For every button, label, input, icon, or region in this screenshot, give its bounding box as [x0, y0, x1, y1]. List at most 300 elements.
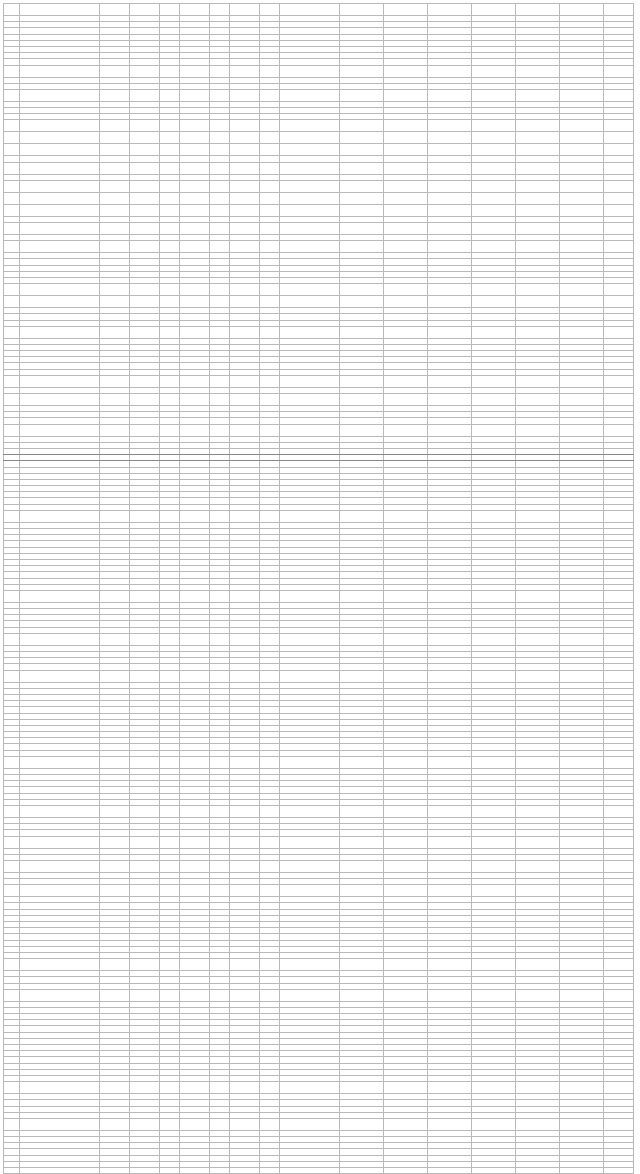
table-cell: [340, 959, 384, 971]
table-cell: [260, 670, 280, 682]
table-cell: [604, 1118, 634, 1130]
table-cell: [210, 959, 230, 971]
table-cell: [130, 4, 160, 16]
table-cell: [230, 633, 260, 645]
table-cell: [20, 885, 100, 897]
table-row: [4, 65, 634, 77]
table-cell: [516, 223, 560, 235]
table-cell: [280, 204, 340, 216]
table-cell: [20, 65, 100, 77]
table-row: [4, 1082, 634, 1094]
table-cell: [100, 633, 130, 645]
table-cell: [210, 65, 230, 77]
table-cell: [180, 885, 210, 897]
table-cell: [516, 633, 560, 645]
table-cell: [260, 885, 280, 897]
table-cell: [340, 326, 384, 338]
table-cell: [340, 284, 384, 296]
table-cell: [230, 885, 260, 897]
table-cell: [472, 204, 516, 216]
table-cell: [210, 424, 230, 436]
table-cell: [340, 989, 384, 1001]
table-cell: [280, 1168, 340, 1174]
table-cell: [160, 120, 180, 132]
table-cell: [4, 223, 20, 235]
table-cell: [280, 394, 340, 406]
table-cell: [428, 144, 472, 156]
table-cell: [180, 860, 210, 872]
table-cell: [428, 132, 472, 144]
table-cell: [20, 756, 100, 768]
table-cell: [340, 89, 384, 101]
table-cell: [516, 296, 560, 308]
table-row: [4, 1118, 634, 1130]
table-cell: [180, 65, 210, 77]
table-cell: [100, 241, 130, 253]
table-cell: [560, 756, 604, 768]
table-cell: [180, 510, 210, 522]
table-cell: [20, 375, 100, 387]
table-cell: [260, 836, 280, 848]
table-cell: [384, 885, 428, 897]
table-cell: [160, 805, 180, 817]
table-cell: [560, 860, 604, 872]
table-cell: [560, 89, 604, 101]
table-cell: [428, 284, 472, 296]
table-cell: [560, 375, 604, 387]
table-cell: [516, 1118, 560, 1130]
table-cell: [384, 1118, 428, 1130]
table-cell: [428, 180, 472, 192]
table-row: [4, 510, 634, 522]
table-cell: [280, 162, 340, 174]
table-cell: [472, 132, 516, 144]
table-cell: [516, 180, 560, 192]
table-cell: [472, 590, 516, 602]
table-cell: [160, 510, 180, 522]
table-cell: [604, 144, 634, 156]
table-cell: [130, 805, 160, 817]
table-cell: [472, 296, 516, 308]
table-cell: [604, 590, 634, 602]
table-cell: [340, 223, 384, 235]
table-row: [4, 885, 634, 897]
table-row: [4, 89, 634, 101]
table-cell: [280, 241, 340, 253]
table-row: [4, 633, 634, 645]
table-cell: [472, 144, 516, 156]
table-cell: [384, 65, 428, 77]
table-cell: [230, 424, 260, 436]
table-cell: [260, 959, 280, 971]
table-cell: [4, 836, 20, 848]
table-row: [4, 394, 634, 406]
table-cell: [260, 633, 280, 645]
table-cell: [100, 4, 130, 16]
table-cell: [280, 885, 340, 897]
table-cell: [384, 959, 428, 971]
table-row: [4, 162, 634, 174]
table-cell: [516, 284, 560, 296]
table-cell: [384, 4, 428, 16]
table-cell: [20, 670, 100, 682]
table-cell: [516, 65, 560, 77]
table-cell: [516, 204, 560, 216]
table-cell: [230, 1118, 260, 1130]
table-cell: [20, 633, 100, 645]
table-cell: [160, 223, 180, 235]
table-row: [4, 860, 634, 872]
table-cell: [280, 326, 340, 338]
table-cell: [260, 326, 280, 338]
table-cell: [4, 296, 20, 308]
table-cell: [384, 424, 428, 436]
table-cell: [516, 144, 560, 156]
table-row: [4, 284, 634, 296]
table-cell: [160, 989, 180, 1001]
table-cell: [384, 326, 428, 338]
table-cell: [472, 424, 516, 436]
table-cell: [4, 89, 20, 101]
table-cell: [472, 989, 516, 1001]
table-cell: [230, 144, 260, 156]
table-cell: [4, 284, 20, 296]
table-cell: [100, 132, 130, 144]
table-cell: [230, 756, 260, 768]
table-cell: [230, 65, 260, 77]
table-cell: [428, 192, 472, 204]
table-cell: [4, 204, 20, 216]
table-cell: [230, 132, 260, 144]
table-cell: [20, 394, 100, 406]
table-cell: [340, 510, 384, 522]
table-cell: [516, 1082, 560, 1094]
table-cell: [560, 424, 604, 436]
table-cell: [4, 756, 20, 768]
table-cell: [472, 1118, 516, 1130]
table-cell: [428, 756, 472, 768]
table-cell: [100, 670, 130, 682]
table-row: [4, 296, 634, 308]
table-cell: [210, 805, 230, 817]
table-cell: [230, 296, 260, 308]
table-cell: [130, 836, 160, 848]
table-cell: [280, 1118, 340, 1130]
table-cell: [428, 959, 472, 971]
table-cell: [604, 836, 634, 848]
table-cell: [210, 670, 230, 682]
table-cell: [160, 756, 180, 768]
table-cell: [428, 4, 472, 16]
table-cell: [20, 296, 100, 308]
table-cell: [560, 162, 604, 174]
table-cell: [100, 223, 130, 235]
table-cell: [516, 375, 560, 387]
table-cell: [130, 424, 160, 436]
table-cell: [384, 284, 428, 296]
table-cell: [472, 959, 516, 971]
table-cell: [384, 120, 428, 132]
table-cell: [260, 1118, 280, 1130]
table-cell: [428, 989, 472, 1001]
table-cell: [130, 296, 160, 308]
table-cell: [100, 1168, 130, 1174]
table-cell: [210, 394, 230, 406]
table-cell: [160, 1118, 180, 1130]
table-cell: [516, 756, 560, 768]
table-cell: [230, 836, 260, 848]
table-cell: [516, 394, 560, 406]
table-cell: [100, 885, 130, 897]
table-row: [4, 223, 634, 235]
table-cell: [428, 296, 472, 308]
table-cell: [130, 284, 160, 296]
table-cell: [260, 180, 280, 192]
table-cell: [472, 1168, 516, 1174]
table-cell: [4, 633, 20, 645]
table-cell: [472, 65, 516, 77]
table-cell: [280, 805, 340, 817]
table-cell: [260, 120, 280, 132]
table-cell: [384, 989, 428, 1001]
table-cell: [160, 885, 180, 897]
table-cell: [280, 132, 340, 144]
table-cell: [100, 805, 130, 817]
table-row: [4, 424, 634, 436]
table-cell: [210, 223, 230, 235]
table-cell: [20, 1082, 100, 1094]
table-cell: [180, 394, 210, 406]
table-cell: [210, 590, 230, 602]
table-cell: [100, 590, 130, 602]
table-cell: [340, 204, 384, 216]
table-cell: [280, 860, 340, 872]
table-cell: [20, 120, 100, 132]
table-cell: [560, 633, 604, 645]
table-row: [4, 326, 634, 338]
table-cell: [560, 959, 604, 971]
table-cell: [160, 670, 180, 682]
table-cell: [340, 394, 384, 406]
table-cell: [20, 180, 100, 192]
table-cell: [180, 284, 210, 296]
table-cell: [560, 192, 604, 204]
table-cell: [180, 144, 210, 156]
table-cell: [260, 805, 280, 817]
table-cell: [4, 192, 20, 204]
table-cell: [340, 590, 384, 602]
table-cell: [180, 192, 210, 204]
table-cell: [340, 120, 384, 132]
table-cell: [180, 241, 210, 253]
table-cell: [340, 885, 384, 897]
table-cell: [472, 885, 516, 897]
table-cell: [472, 394, 516, 406]
table-cell: [604, 1082, 634, 1094]
table-cell: [4, 590, 20, 602]
table-cell: [340, 180, 384, 192]
table-cell: [340, 424, 384, 436]
table-cell: [384, 89, 428, 101]
table-cell: [100, 836, 130, 848]
table-cell: [4, 860, 20, 872]
table-cell: [130, 375, 160, 387]
table-cell: [130, 633, 160, 645]
table-cell: [130, 989, 160, 1001]
table-cell: [280, 144, 340, 156]
table-cell: [560, 296, 604, 308]
table-cell: [340, 1168, 384, 1174]
table-cell: [160, 4, 180, 16]
table-cell: [210, 144, 230, 156]
table-cell: [560, 1082, 604, 1094]
table-cell: [210, 284, 230, 296]
table-cell: [428, 241, 472, 253]
table-cell: [160, 1168, 180, 1174]
table-cell: [100, 192, 130, 204]
table-row: [4, 959, 634, 971]
table-cell: [260, 132, 280, 144]
table-cell: [384, 394, 428, 406]
table-cell: [604, 959, 634, 971]
table-cell: [210, 296, 230, 308]
table-cell: [260, 284, 280, 296]
table-cell: [604, 756, 634, 768]
table-cell: [604, 132, 634, 144]
table-cell: [160, 162, 180, 174]
table-cell: [130, 959, 160, 971]
table-cell: [604, 424, 634, 436]
table-cell: [280, 120, 340, 132]
table-cell: [384, 590, 428, 602]
table-cell: [280, 223, 340, 235]
table-cell: [260, 65, 280, 77]
table-cell: [130, 144, 160, 156]
table-cell: [210, 120, 230, 132]
table-cell: [210, 241, 230, 253]
table-cell: [604, 1168, 634, 1174]
table-cell: [280, 959, 340, 971]
table-cell: [160, 860, 180, 872]
table-cell: [280, 510, 340, 522]
table-cell: [472, 162, 516, 174]
table-cell: [130, 89, 160, 101]
table-cell: [340, 4, 384, 16]
table-cell: [280, 590, 340, 602]
table-cell: [472, 120, 516, 132]
table-cell: [280, 989, 340, 1001]
table-cell: [516, 162, 560, 174]
table-cell: [4, 510, 20, 522]
table-cell: [210, 4, 230, 16]
table-cell: [160, 633, 180, 645]
table-cell: [560, 989, 604, 1001]
table-row: [4, 756, 634, 768]
table-cell: [100, 756, 130, 768]
table-cell: [384, 204, 428, 216]
table-row: [4, 204, 634, 216]
table-cell: [210, 180, 230, 192]
table-cell: [180, 375, 210, 387]
table-cell: [100, 510, 130, 522]
table-cell: [428, 510, 472, 522]
table-cell: [100, 204, 130, 216]
table-cell: [516, 836, 560, 848]
table-cell: [230, 805, 260, 817]
table-cell: [604, 204, 634, 216]
table-cell: [280, 65, 340, 77]
table-cell: [230, 192, 260, 204]
table-cell: [210, 756, 230, 768]
table-cell: [516, 89, 560, 101]
table-cell: [100, 1118, 130, 1130]
table-cell: [100, 375, 130, 387]
table-cell: [428, 162, 472, 174]
table-cell: [180, 633, 210, 645]
table-cell: [160, 204, 180, 216]
table-cell: [100, 65, 130, 77]
table-cell: [472, 670, 516, 682]
table-cell: [230, 394, 260, 406]
table-cell: [180, 989, 210, 1001]
table-row: [4, 805, 634, 817]
table-cell: [180, 590, 210, 602]
table-cell: [604, 180, 634, 192]
table-cell: [428, 1118, 472, 1130]
table-cell: [130, 204, 160, 216]
table-cell: [560, 241, 604, 253]
table-cell: [180, 180, 210, 192]
table-cell: [260, 424, 280, 436]
table-cell: [130, 1118, 160, 1130]
table-cell: [130, 132, 160, 144]
table-cell: [340, 670, 384, 682]
table-cell: [100, 989, 130, 1001]
table-row: [4, 4, 634, 16]
table-cell: [160, 959, 180, 971]
table-cell: [472, 89, 516, 101]
table-cell: [280, 756, 340, 768]
table-cell: [4, 1118, 20, 1130]
table-cell: [230, 326, 260, 338]
table-cell: [210, 885, 230, 897]
table-cell: [160, 1082, 180, 1094]
table-cell: [472, 805, 516, 817]
table-cell: [100, 959, 130, 971]
table-cell: [260, 989, 280, 1001]
table-cell: [210, 326, 230, 338]
table-cell: [340, 192, 384, 204]
table-cell: [180, 756, 210, 768]
table-cell: [340, 1082, 384, 1094]
table-row: [4, 180, 634, 192]
table-cell: [428, 120, 472, 132]
table-cell: [472, 223, 516, 235]
table-cell: [384, 836, 428, 848]
table-cell: [230, 89, 260, 101]
table-cell: [180, 424, 210, 436]
table-cell: [280, 89, 340, 101]
table-cell: [130, 860, 160, 872]
table-cell: [180, 1118, 210, 1130]
table-cell: [4, 132, 20, 144]
table-cell: [384, 1168, 428, 1174]
table-cell: [472, 4, 516, 16]
table-cell: [20, 204, 100, 216]
table-cell: [604, 670, 634, 682]
table-cell: [130, 192, 160, 204]
table-cell: [260, 590, 280, 602]
